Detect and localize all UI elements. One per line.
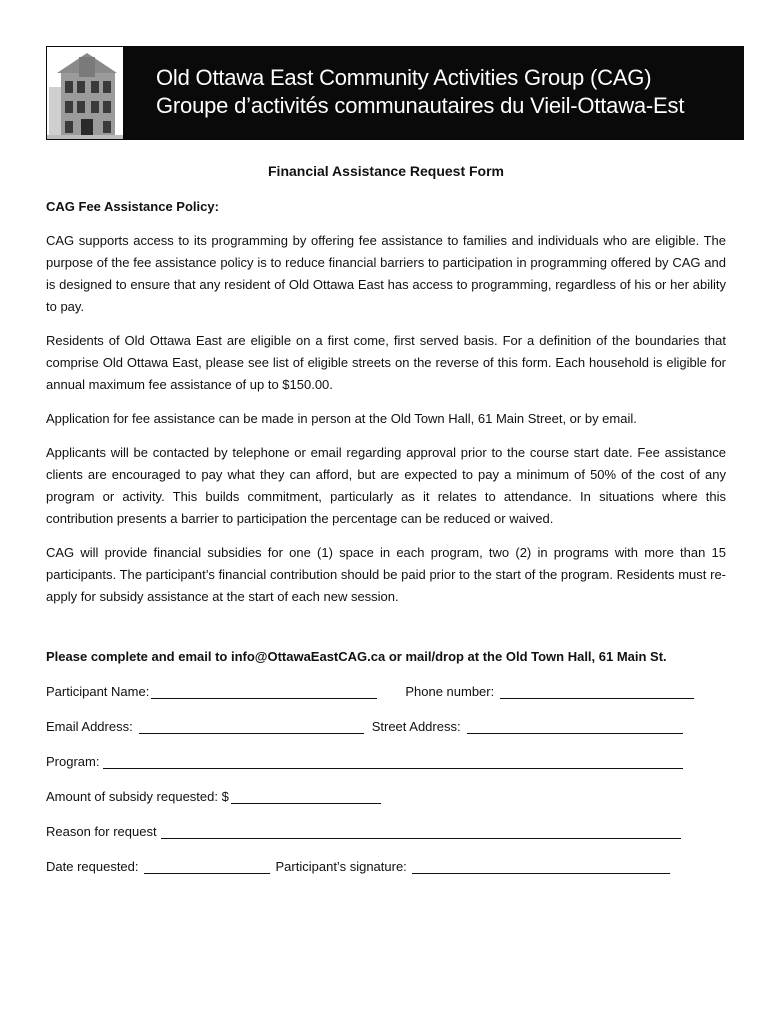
policy-paragraph-application: Application for fee assistance can be made in person at the Old Town Hall, 61 Main Street, or by email.: [46, 411, 637, 426]
policy-paragraph-contribution: Applicants will be contacted by telephone or email regarding approval prior to the course start date. Fee assistance clients are encouraged to pay what they can afford, but are expected to pay a minimum of 50% of the cost of any program or activity. This builds commitment, particularly as it relates to attendance. In situations where this contribution presents a barrier to participation the percentage can be reduced or waived.: [46, 445, 726, 526]
field-row-email-street: [46, 716, 726, 738]
old-town-hall-logo-icon: [46, 46, 124, 140]
phone-number-field[interactable]: [500, 682, 694, 699]
submission-instruction: Please complete and email to info@OttawaEastCAG.ca or mail/drop at the Old Town Hall, 61 Main St.: [46, 649, 667, 664]
letterhead-banner: [46, 46, 744, 140]
policy-paragraph-purpose: CAG supports access to its programming by offering fee assistance to families and individuals who are eligible. The purpose of the fee assistance policy is to reduce financial barriers to participation in programming offered by CAG and is designed to ensure that any resident of Old Ottawa East has access to programming, regardless of his or her ability to pay.: [46, 233, 726, 314]
reason-label: Reason for request: [46, 824, 157, 839]
signature-label: Participant’s signature:: [275, 859, 407, 874]
date-requested-field[interactable]: [144, 857, 270, 874]
field-row-date-signature: [46, 856, 726, 878]
field-row-subsidy: [46, 786, 726, 808]
email-address-label: Email Address:: [46, 719, 133, 734]
policy-heading: CAG Fee Assistance Policy:: [46, 199, 219, 214]
letterhead-title-french: Groupe d’activités communautaires du Vieil-Ottawa-Est: [156, 93, 685, 118]
field-row-name-phone: [46, 681, 726, 703]
participant-name-label: Participant Name:: [46, 684, 150, 699]
date-requested-label: Date requested:: [46, 859, 139, 874]
subsidy-amount-field[interactable]: [231, 787, 381, 804]
letterhead-title: [156, 64, 684, 120]
form-document: [46, 160, 726, 891]
subsidy-amount-label: Amount of subsidy requested: $: [46, 789, 229, 804]
participant-name-field[interactable]: [151, 682, 377, 699]
signature-field[interactable]: [412, 857, 670, 874]
reason-field[interactable]: [161, 822, 681, 839]
form-title: Financial Assistance Request Form: [268, 163, 504, 179]
street-address-field[interactable]: [467, 717, 683, 734]
field-row-program: [46, 751, 726, 773]
policy-paragraph-subsidies: CAG will provide financial subsidies for one (1) space in each program, two (2) in programs with more than 15 participants. The participant’s financial contribution should be paid prior to the start of the program. Residents must re-apply for subsidy assistance at the start of each new session.: [46, 545, 726, 604]
phone-number-label: Phone number:: [405, 684, 495, 699]
letterhead-title-english: Old Ottawa East Community Activities Group (CAG): [156, 65, 652, 90]
policy-paragraph-eligibility: Residents of Old Ottawa East are eligible on a first come, first served basis. For a definition of the boundaries that comprise Old Ottawa East, please see list of eligible streets on the reverse of this form. Each household is eligible for annual maximum fee assistance of up to $150.00.: [46, 333, 726, 392]
email-address-field[interactable]: [139, 717, 364, 734]
street-address-label: Street Address:: [371, 719, 461, 734]
program-field[interactable]: [103, 752, 683, 769]
program-label: Program:: [46, 754, 100, 769]
field-row-reason: [46, 821, 726, 843]
